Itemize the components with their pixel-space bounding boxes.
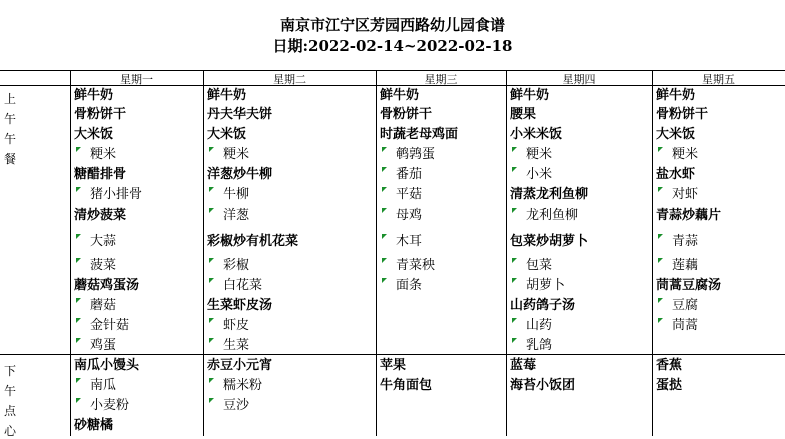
- ingredient-name: 小麦粉: [74, 397, 129, 414]
- ingredient-name: 茼蒿: [656, 317, 698, 334]
- weekday-header: 星期五: [702, 73, 735, 86]
- ingredient-name: 鹌鹑蛋: [380, 146, 435, 163]
- dish-name: 腰果: [510, 107, 537, 122]
- dish-name: 彩椒炒有机花菜: [207, 234, 299, 249]
- dish-name: 苹果: [380, 358, 407, 373]
- dish-name: 鲜牛奶: [510, 88, 550, 103]
- weekday-header: 星期一: [120, 73, 153, 86]
- ingredient-name: 母鸡: [380, 207, 422, 224]
- dish-name: 生菜虾皮汤: [207, 298, 273, 313]
- ingredient-name: 豆腐: [656, 297, 698, 314]
- ingredient-name: 平菇: [380, 186, 422, 203]
- ingredient-name: 乳鸽: [510, 337, 552, 354]
- ingredient-name: 豆沙: [207, 397, 249, 414]
- ingredient-name: 金针菇: [74, 317, 129, 334]
- weekday-header: 星期四: [562, 73, 596, 86]
- weekday-header: 星期二: [273, 73, 306, 86]
- ingredient-name: 莲藕: [656, 257, 698, 274]
- dish-name: 盐水虾: [656, 167, 696, 182]
- ingredient-name: 粳米: [74, 146, 116, 163]
- menu-table: [0, 70, 785, 436]
- ingredient-name: 木耳: [380, 233, 422, 250]
- dish-name: 时蔬老母鸡面: [380, 127, 459, 142]
- meal-side-label: 午: [4, 132, 17, 146]
- ingredient-name: 大蒜: [74, 233, 116, 250]
- dish-name: 大米饭: [74, 127, 114, 142]
- ingredient-name: 菠菜: [74, 257, 116, 274]
- meal-side-label: 下: [4, 364, 17, 378]
- dish-name: 蛋挞: [656, 378, 683, 393]
- dish-name: 糖醋排骨: [74, 167, 127, 182]
- ingredient-name: 青蒜: [656, 233, 698, 250]
- dish-name: 骨粉饼干: [656, 107, 709, 122]
- grid-line-vertical: [70, 70, 71, 436]
- ingredient-name: 小米: [510, 166, 552, 183]
- ingredient-name: 虾皮: [207, 317, 249, 334]
- ingredient-name: 对虾: [656, 186, 698, 203]
- dish-name: 鲜牛奶: [207, 88, 247, 103]
- dish-name: 鲜牛奶: [656, 88, 696, 103]
- ingredient-name: 胡萝卜: [510, 277, 565, 294]
- dish-name: 海苔小饭团: [510, 378, 576, 393]
- meal-side-label: 午: [4, 112, 17, 126]
- dish-name: 香蕉: [656, 358, 683, 373]
- dish-name: 南瓜小馒头: [74, 358, 140, 373]
- date-range: 日期:2022-02-14~2022-02-18: [272, 37, 513, 55]
- ingredient-name: 青菜秧: [380, 257, 435, 274]
- dish-name: 清炒菠菜: [74, 208, 127, 223]
- ingredient-name: 包菜: [510, 257, 552, 274]
- ingredient-name: 蘑菇: [74, 297, 116, 314]
- weekday-header: 星期三: [424, 73, 458, 86]
- grid-line-vertical: [203, 70, 204, 436]
- page-title: 南京市江宁区芳园西路幼儿园食谱: [279, 16, 505, 34]
- meal-side-label: 上: [4, 92, 17, 106]
- dish-name: 鲜牛奶: [74, 88, 114, 103]
- dish-name: 洋葱炒牛柳: [207, 167, 273, 182]
- ingredient-name: 牛柳: [207, 186, 249, 203]
- meal-side-label: 午: [4, 384, 17, 398]
- ingredient-name: 龙利鱼柳: [510, 207, 578, 224]
- dish-name: 青蒜炒藕片: [656, 208, 722, 223]
- ingredient-name: 生菜: [207, 337, 249, 354]
- ingredient-name: 洋葱: [207, 207, 249, 224]
- dish-name: 骨粉饼干: [380, 107, 433, 122]
- dish-name: 山药鸽子汤: [510, 298, 576, 313]
- grid-line-vertical: [506, 70, 507, 436]
- ingredient-name: 面条: [380, 277, 422, 294]
- grid-line-snack: [0, 354, 785, 355]
- ingredient-name: 彩椒: [207, 257, 249, 274]
- meal-side-label: 餐: [4, 152, 17, 166]
- ingredient-name: 粳米: [656, 146, 698, 163]
- meal-side-label: 心: [4, 424, 17, 438]
- dish-name: 大米饭: [656, 127, 696, 142]
- dish-name: 包菜炒胡萝卜: [510, 234, 589, 249]
- ingredient-name: 南瓜: [74, 377, 116, 394]
- dish-name: 砂糖橘: [74, 418, 114, 433]
- ingredient-name: 鸡蛋: [74, 337, 116, 354]
- ingredient-name: 粳米: [207, 146, 249, 163]
- ingredient-name: 猪小排骨: [74, 186, 142, 203]
- meal-side-label: 点: [4, 404, 17, 418]
- dish-name: 牛角面包: [380, 378, 433, 393]
- ingredient-name: 番茄: [380, 166, 422, 183]
- grid-line-vertical: [652, 70, 653, 436]
- ingredient-name: 白花菜: [207, 277, 262, 294]
- grid-line-vertical: [376, 70, 377, 436]
- dish-name: 丹夫华夫饼: [207, 107, 273, 122]
- dish-name: 蘑菇鸡蛋汤: [74, 278, 140, 293]
- ingredient-name: 糯米粉: [207, 377, 262, 394]
- dish-name: 茼蒿豆腐汤: [656, 278, 722, 293]
- dish-name: 小米米饭: [510, 127, 563, 142]
- dish-name: 大米饭: [207, 127, 247, 142]
- ingredient-name: 粳米: [510, 146, 552, 163]
- dish-name: 清蒸龙利鱼柳: [510, 187, 589, 202]
- dish-name: 蓝莓: [510, 358, 537, 373]
- dish-name: 骨粉饼干: [74, 107, 127, 122]
- dish-name: 鲜牛奶: [380, 88, 420, 103]
- ingredient-name: 山药: [510, 317, 552, 334]
- dish-name: 赤豆小元宵: [207, 358, 273, 373]
